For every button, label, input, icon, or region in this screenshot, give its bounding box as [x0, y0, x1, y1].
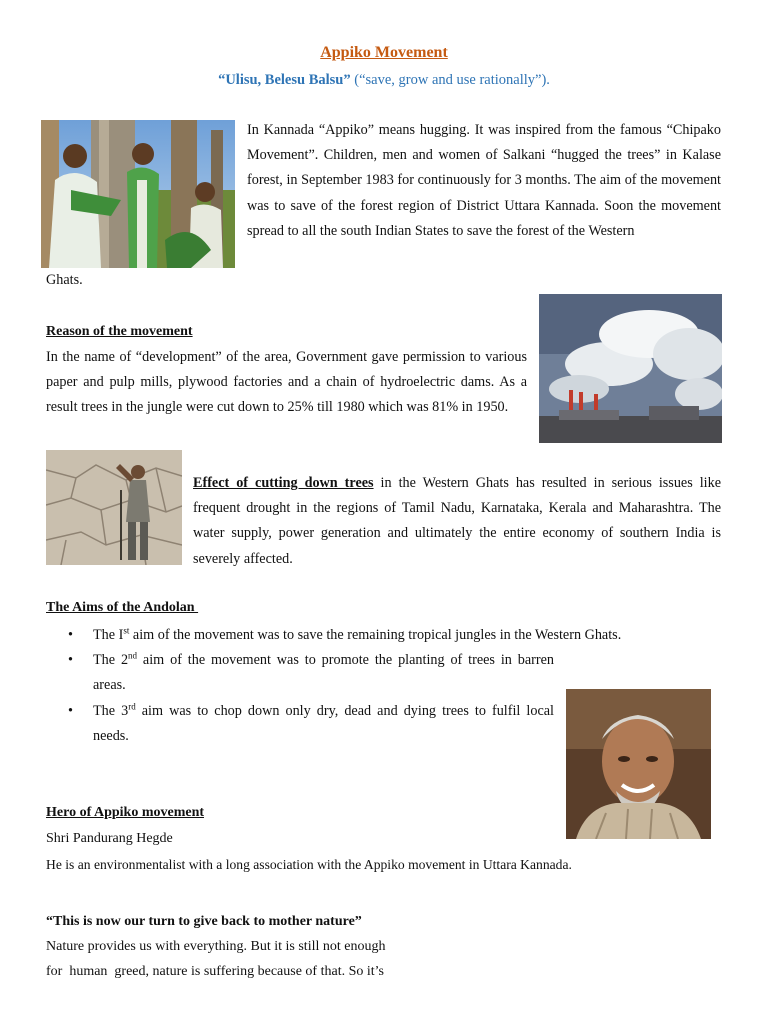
effect-text: in the Western Ghats has resulted in serious issues like frequent drought in the regions of Tamil Nadu, Karnataka, Kerala and Maharashtra. The water supply, power generation and ultimately the entire economy of southern India is severely affected.: [193, 475, 721, 567]
hero-name: Shri Pandurang Hegde: [46, 831, 173, 846]
list-item: • The 3rd aim was to chop down only dry, dead and dying trees to fulfil local needs.: [46, 699, 554, 749]
effect-heading: Effect of cutting down trees: [193, 475, 374, 491]
quote-line-2: for human greed, nature is suffering because of that. So it’s: [46, 964, 384, 979]
drought-photo: [46, 450, 182, 565]
factory-smoke-photo: [539, 294, 722, 443]
intro-paragraph-end: Ghats.: [46, 272, 83, 288]
aims-heading: The Aims of the Andolan: [46, 600, 199, 615]
slogan-meaning: (“save, grow and use rationally”).: [350, 72, 550, 88]
reason-heading: Reason of the movement: [46, 324, 193, 339]
quote-line-1: Nature provides us with everything. But it is still not enough: [46, 939, 386, 954]
effect-paragraph: [193, 471, 721, 572]
hero-heading: Hero of Appiko movement: [46, 805, 205, 820]
reason-paragraph: In the name of “development” of the area, Government gave permission to various paper and pulp mills, plywood factories and a chain of hydroelectric dams. As a result trees in the jungle were cut down to 25% till 1980 which was 81% in 1950.: [46, 349, 527, 416]
hero-description: He is an environmentalist with a long association with the Appiko movement in Uttara Kannada.: [46, 857, 572, 872]
quote-heading: “This is now our turn to give back to mother nature”: [46, 914, 362, 929]
list-item: • The 2nd aim of the movement was to promote the planting of trees in barren areas.: [46, 648, 554, 698]
slogan: “Ulisu, Belesu Balsu”: [218, 72, 351, 88]
page-subtitle: [0, 72, 768, 89]
list-item: • The Ist aim of the movement was to save the remaining tropical jungles in the Western Ghats.: [46, 623, 721, 648]
page-title: Appiko Movement: [320, 44, 448, 61]
hero-portrait-photo: [566, 689, 711, 839]
intro-paragraph: In Kannada “Appiko” means hugging. It was inspired from the famous “Chipako Movement”. Children, men and women of Salkani “hugged the trees” in Kalase forest, in September 1983 for continuously for 3 months. The aim of the movement was to save of the forest region of District Uttara Kannada. Soon the movement spread to all the south Indian States to save the forest of the Western: [247, 122, 721, 239]
tree-hugging-photo: [41, 120, 235, 268]
